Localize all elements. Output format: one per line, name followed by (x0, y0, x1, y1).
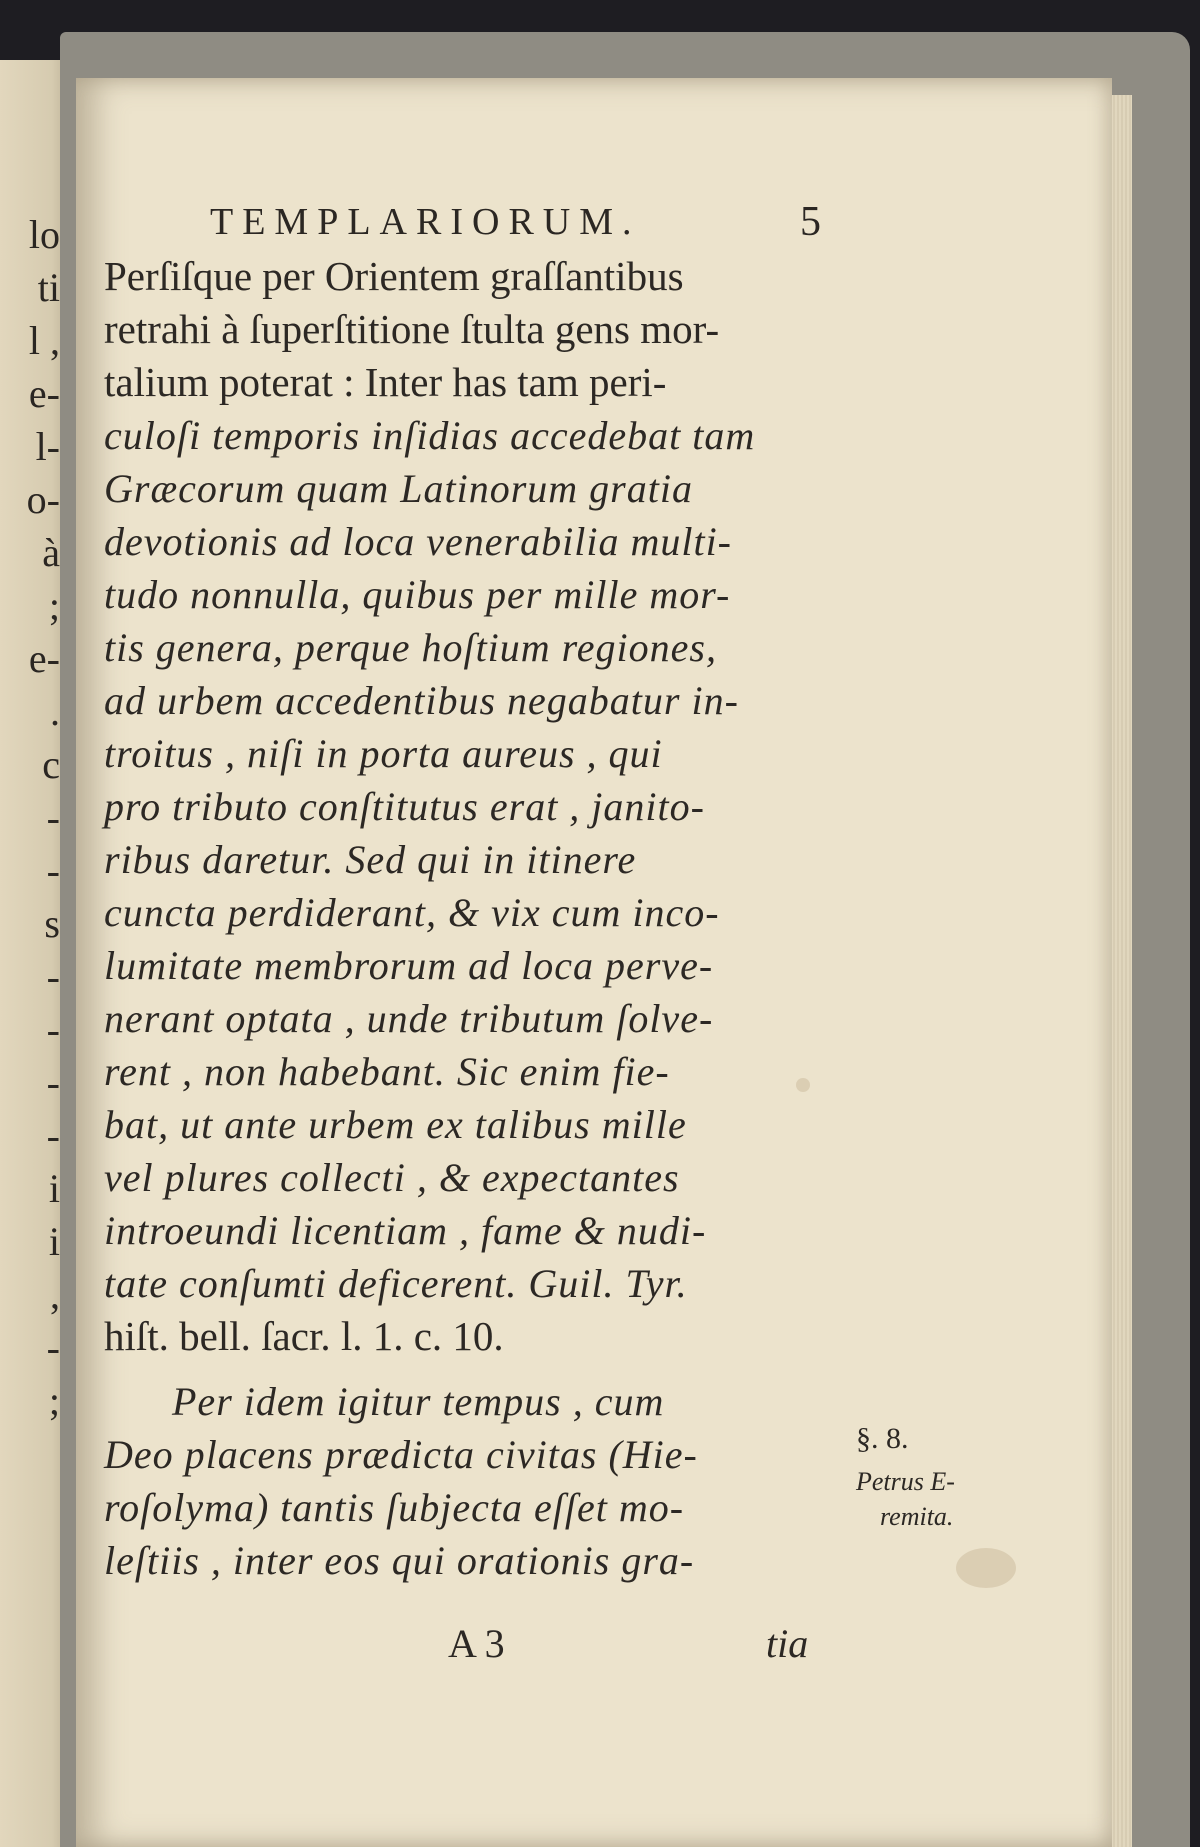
text-line: lumitate membrorum ad loca perve- (104, 943, 714, 988)
page-edges (1112, 95, 1132, 1847)
facing-page-fragment: - (46, 795, 60, 840)
page-number: 5 (800, 199, 821, 245)
facing-page-fragment: . (50, 689, 60, 734)
text-line: introeundi licentiam , fame & nudi- (104, 1208, 707, 1253)
facing-page-fragment: - (46, 954, 60, 999)
text-line: bat, ut ante urbem ex talibus mille (104, 1102, 687, 1147)
facing-page-fragment: s (44, 901, 60, 946)
text-line: retrahi à ſuperſtitione ſtulta gens mor- (104, 306, 720, 352)
marginal-section-number: §. 8. (856, 1422, 909, 1455)
text-line: hiſt. bell. ſacr. l. 1. c. 10. (104, 1313, 504, 1359)
text-line: Deo placens prædicta civitas (Hie- (104, 1432, 698, 1477)
facing-page-fragment: i (48, 1166, 60, 1211)
text-line: ribus daretur. Sed qui in itinere (104, 837, 637, 882)
text-line: tis genera, perque hoſtium regiones, (104, 625, 717, 670)
text-line: ad urbem accedentibus negabatur in- (104, 678, 739, 723)
text-line: troitus , niſi in porta aureus , qui (104, 731, 663, 776)
text-line: tate conſumti deficerent. Guil. Tyr. (104, 1261, 688, 1306)
facing-page-fragment: , (50, 1272, 60, 1317)
facing-page-fragment: - (46, 1325, 60, 1370)
text-line: devotionis ad loca venerabilia multi- (104, 519, 732, 564)
text-line: rent , non habebant. Sic enim fie- (104, 1049, 670, 1094)
facing-page-fragment: ti (37, 265, 60, 310)
facing-page-fragment: à (42, 530, 60, 575)
facing-page-fragment: - (46, 1060, 60, 1105)
text-line: cuncta perdiderant, & vix cum inco- (104, 890, 720, 935)
text-line: vel plures collecti , & expectantes (104, 1155, 680, 1200)
facing-page-fragment: - (46, 848, 60, 893)
text-line: Perſiſque per Orientem graſſantibus (104, 253, 684, 299)
facing-page-fragment: - (46, 1113, 60, 1158)
text-line: roſolyma) tantis ſubjecta eſſet mo- (104, 1485, 685, 1530)
text-line: Per idem igitur tempus , cum (172, 1379, 665, 1424)
text-line: tudo nonnulla, quibus per mille mor- (104, 572, 731, 617)
facing-page-fragment: - (46, 1007, 60, 1052)
facing-page-fragment: lo (28, 212, 60, 257)
facing-page-fragment: o- (26, 477, 60, 522)
text-line: nerant optata , unde tributum ſolve- (104, 996, 714, 1041)
facing-page-fragment: c (42, 742, 60, 787)
text-line: Græcorum quam Latinorum gratia (104, 466, 693, 511)
facing-page-fragment: l- (35, 424, 60, 469)
text-line: pro tributo conſtitutus erat , janito- (104, 784, 705, 829)
main-text (104, 250, 844, 1587)
running-head: TEMPLARIORUM. (210, 201, 641, 243)
facing-page-fragment: ; (48, 1378, 60, 1423)
facing-page-fragment: ; (48, 583, 60, 628)
facing-page-fragment: e- (28, 636, 60, 681)
facing-page-fragment: i (48, 1219, 60, 1264)
text-line: talium poterat : Inter has tam peri- (104, 359, 667, 405)
signature-mark: A 3 (448, 1621, 505, 1666)
text-line: leſtiis , inter eos qui orationis gra- (104, 1538, 695, 1583)
catchword: tia (766, 1621, 809, 1666)
marginal-note-line-1: Petrus E- (856, 1467, 955, 1496)
marginal-note-line-2: remita. (880, 1502, 954, 1531)
text-line: culoſi temporis inſidias accedebat tam (104, 413, 756, 458)
facing-page-fragment: l , (28, 318, 60, 363)
facing-page-fragment: e- (28, 371, 60, 416)
